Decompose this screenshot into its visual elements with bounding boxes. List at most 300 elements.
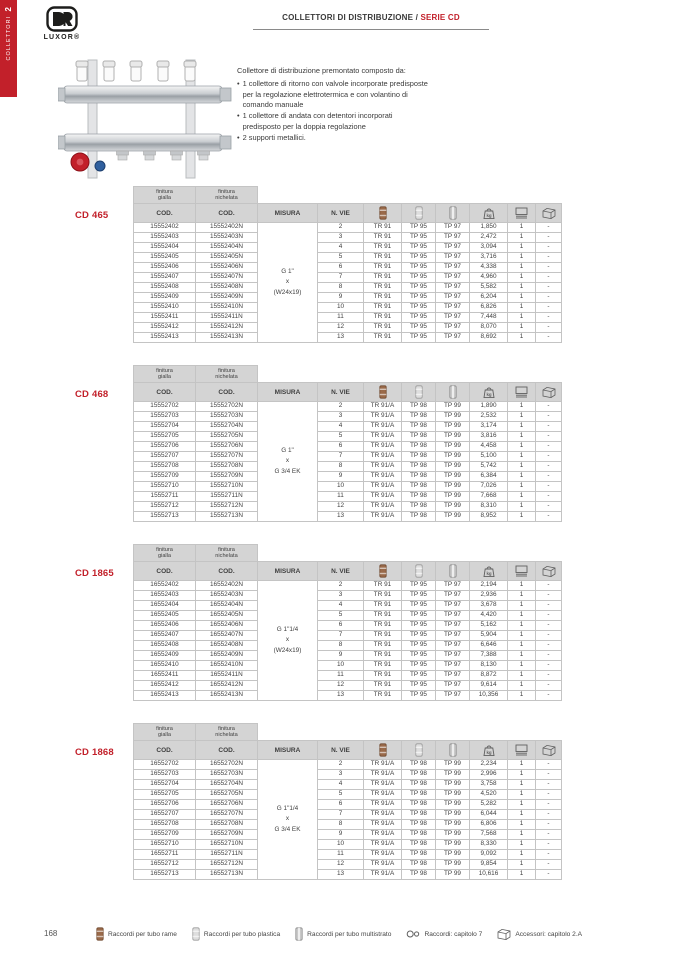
confezione-cell: 1 — [508, 422, 536, 432]
table-row — [134, 641, 562, 651]
raccordo-multistrato-icon — [449, 743, 457, 757]
imballo-cell: - — [536, 253, 562, 263]
peso-cell: 5,282 — [470, 800, 508, 810]
peso-cell: 4,420 — [470, 611, 508, 621]
raccordo-rame-icon — [379, 564, 387, 578]
cod-nichelata-cell: 16552402N — [196, 581, 258, 591]
table-block-cd-1868 — [75, 723, 562, 880]
finish-header-row — [134, 724, 562, 741]
table-row — [134, 512, 562, 522]
raccordo-plastica-cell: TP 98 — [402, 462, 436, 472]
peso-icon — [483, 207, 495, 220]
confezione-cell: 1 — [508, 651, 536, 661]
n-vie-cell: 4 — [318, 243, 364, 253]
cod-nichelata-cell: 16552706N — [196, 800, 258, 810]
n-vie-cell: 12 — [318, 502, 364, 512]
legend-item — [192, 927, 280, 941]
raccordo-multistrato-cell: TP 99 — [436, 760, 470, 770]
imballo-cell: - — [536, 482, 562, 492]
n-vie-cell: 10 — [318, 303, 364, 313]
confezione-cell: 1 — [508, 671, 536, 681]
cod-gialla-cell: 16552708 — [134, 820, 196, 830]
raccordo-multistrato-cell: TP 97 — [436, 621, 470, 631]
description-intro: Collettore di distribuzione premontato composto da: — [237, 66, 406, 75]
product-table — [133, 723, 562, 880]
raccordo-multistrato-cell: TP 97 — [436, 293, 470, 303]
raccordo-rame-cell: TR 91 — [364, 243, 402, 253]
raccordo-multistrato-cell: TP 97 — [436, 581, 470, 591]
raccordo-plastica-icon — [415, 206, 423, 220]
raccordo-multistrato-cell: TP 97 — [436, 641, 470, 651]
raccordo-multistrato-icon-header — [436, 383, 470, 402]
n-vie-cell: 10 — [318, 482, 364, 492]
raccordo-multistrato-cell: TP 99 — [436, 402, 470, 412]
raccordo-plastica-cell: TP 98 — [402, 492, 436, 502]
cod-gialla-cell: 16552412 — [134, 681, 196, 691]
n-vie-cell: 12 — [318, 860, 364, 870]
cod-nichelata-cell: 15552713N — [196, 512, 258, 522]
cod-gialla-cell: 16552403 — [134, 591, 196, 601]
imballo-cell: - — [536, 820, 562, 830]
raccordo-plastica-cell: TP 95 — [402, 651, 436, 661]
n-vie-cell: 9 — [318, 830, 364, 840]
peso-cell: 3,678 — [470, 601, 508, 611]
misura-header: MISURA — [258, 383, 318, 402]
legend-label: Raccordi: capitolo 7 — [424, 930, 483, 938]
raccordo-multistrato-cell: TP 97 — [436, 253, 470, 263]
confezione-cell: 1 — [508, 412, 536, 422]
peso-cell: 5,162 — [470, 621, 508, 631]
finish-header-row — [134, 545, 562, 562]
peso-cell: 5,100 — [470, 452, 508, 462]
confezione-cell: 1 — [508, 452, 536, 462]
raccordo-multistrato-cell: TP 99 — [436, 452, 470, 462]
peso-cell: 1,850 — [470, 223, 508, 233]
table-row — [134, 800, 562, 810]
imballo-icon — [542, 744, 556, 756]
confezione-cell: 1 — [508, 333, 536, 343]
cod-gialla-cell: 15552402 — [134, 223, 196, 233]
raccordo-rame-cell: TR 91 — [364, 681, 402, 691]
svg-text:kg: kg — [485, 212, 492, 218]
table-row — [134, 661, 562, 671]
cod-gialla-cell: 16552703 — [134, 770, 196, 780]
raccordo-rame-cell: TR 91/A — [364, 820, 402, 830]
table-block-cd-465 — [75, 186, 562, 343]
description-bullet — [237, 133, 431, 143]
cod-nichelata-cell: 15552412N — [196, 323, 258, 333]
n-vie-cell: 13 — [318, 512, 364, 522]
confezione-cell: 1 — [508, 661, 536, 671]
n-vie-cell: 6 — [318, 621, 364, 631]
raccordo-multistrato-cell: TP 97 — [436, 223, 470, 233]
peso-cell: 10,616 — [470, 870, 508, 880]
cod-gialla-cell: 15552404 — [134, 243, 196, 253]
raccordo-plastica-cell: TP 98 — [402, 830, 436, 840]
cod-nichelata-cell: 15552709N — [196, 472, 258, 482]
cod-gialla-cell: 15552403 — [134, 233, 196, 243]
cod-nichelata-cell: 16552407N — [196, 631, 258, 641]
table-row — [134, 462, 562, 472]
imballo-cell: - — [536, 323, 562, 333]
cod-nichelata-cell: 15552707N — [196, 452, 258, 462]
cod-nichelata-cell: 15552703N — [196, 412, 258, 422]
finish-header-row — [134, 187, 562, 204]
luxor-logo — [36, 6, 88, 41]
imballo-cell: - — [536, 641, 562, 651]
raccordo-rame-cell: TR 91/A — [364, 482, 402, 492]
imballo-cell: - — [536, 402, 562, 412]
legend-label: Raccordi per tubo rame — [108, 930, 177, 938]
page-title — [253, 13, 489, 30]
raccordo-rame-cell: TR 91/A — [364, 502, 402, 512]
imballo-cell: - — [536, 273, 562, 283]
imballo-icon-header — [536, 204, 562, 223]
confezione-icon-header — [508, 741, 536, 760]
imballo-cell: - — [536, 770, 562, 780]
n-vie-cell: 2 — [318, 402, 364, 412]
table-row — [134, 253, 562, 263]
peso-cell: 5,582 — [470, 283, 508, 293]
raccordo-multistrato-cell: TP 97 — [436, 631, 470, 641]
peso-cell: 4,520 — [470, 790, 508, 800]
header-spacer — [258, 545, 562, 562]
table-row — [134, 313, 562, 323]
confezione-cell: 1 — [508, 601, 536, 611]
peso-cell: 2,996 — [470, 770, 508, 780]
cod-gialla-header: COD. — [134, 562, 196, 581]
raccordo-rame-icon-header — [364, 204, 402, 223]
raccordo-rame-cell: TR 91/A — [364, 760, 402, 770]
raccordo-multistrato-cell: TP 97 — [436, 313, 470, 323]
peso-icon — [483, 565, 495, 578]
raccordo-multistrato-cell: TP 99 — [436, 442, 470, 452]
table-title: CD 1868 — [75, 747, 114, 758]
raccordo-multistrato-cell: TP 99 — [436, 432, 470, 442]
raccordo-plastica-cell: TP 95 — [402, 293, 436, 303]
table-title: CD 465 — [75, 210, 109, 221]
raccordo-rame-cell: TR 91/A — [364, 472, 402, 482]
cod-nichelata-cell: 15552710N — [196, 482, 258, 492]
peso-cell: 10,356 — [470, 691, 508, 701]
legend-label: Accessori: capitolo 2.A — [515, 930, 583, 938]
cod-nichelata-cell: 15552405N — [196, 253, 258, 263]
column-header-row — [134, 741, 562, 760]
peso-icon — [483, 744, 495, 757]
n-vie-cell: 8 — [318, 462, 364, 472]
capitolo7-icon — [406, 928, 420, 940]
header-spacer — [258, 187, 562, 204]
raccordo-multistrato-cell: TP 97 — [436, 243, 470, 253]
peso-cell: 8,330 — [470, 840, 508, 850]
peso-cell: 9,854 — [470, 860, 508, 870]
cod-nichelata-cell: 15552704N — [196, 422, 258, 432]
imballo-cell: - — [536, 840, 562, 850]
cod-nichelata-header: COD. — [196, 741, 258, 760]
n-vie-cell: 7 — [318, 273, 364, 283]
peso-cell: 6,204 — [470, 293, 508, 303]
series-label: SERIE CD — [420, 13, 460, 22]
n-vie-cell: 6 — [318, 442, 364, 452]
legend-item — [295, 927, 391, 941]
n-vie-cell: 7 — [318, 452, 364, 462]
peso-cell: 5,904 — [470, 631, 508, 641]
cod-nichelata-cell: 16552406N — [196, 621, 258, 631]
cod-nichelata-cell: 15552408N — [196, 283, 258, 293]
raccordo-plastica-cell: TP 98 — [402, 840, 436, 850]
cod-gialla-cell: 15552713 — [134, 512, 196, 522]
imballo-cell: - — [536, 303, 562, 313]
cod-gialla-cell: 15552712 — [134, 502, 196, 512]
raccordo-rame-icon-header — [364, 562, 402, 581]
cod-gialla-cell: 16552705 — [134, 790, 196, 800]
table-row — [134, 870, 562, 880]
imballo-cell: - — [536, 651, 562, 661]
confezione-cell: 1 — [508, 253, 536, 263]
raccordo-rame-cell: TR 91 — [364, 641, 402, 651]
peso-cell: 2,532 — [470, 412, 508, 422]
raccordo-rame-cell: TR 91/A — [364, 452, 402, 462]
confezione-icon — [515, 386, 528, 398]
confezione-cell: 1 — [508, 681, 536, 691]
raccordo-multistrato-icon — [295, 927, 303, 941]
legend-label: Raccordi per tubo plastica — [203, 930, 281, 938]
raccordo-plastica-icon-header — [402, 562, 436, 581]
peso-cell: 8,070 — [470, 323, 508, 333]
finish-header-row — [134, 366, 562, 383]
raccordo-plastica-cell: TP 95 — [402, 323, 436, 333]
cod-gialla-cell: 15552709 — [134, 472, 196, 482]
table-block-cd-1865 — [75, 544, 562, 701]
svg-text:kg: kg — [485, 391, 492, 397]
cod-gialla-cell: 15552708 — [134, 462, 196, 472]
table-row — [134, 492, 562, 502]
raccordo-plastica-icon — [415, 385, 423, 399]
misura-header: MISURA — [258, 741, 318, 760]
raccordo-multistrato-icon — [449, 385, 457, 399]
cod-gialla-cell: 15552711 — [134, 492, 196, 502]
cod-nichelata-header: COD. — [196, 204, 258, 223]
imballo-cell: - — [536, 691, 562, 701]
peso-cell: 6,646 — [470, 641, 508, 651]
raccordo-rame-cell: TR 91 — [364, 293, 402, 303]
imballo-cell: - — [536, 412, 562, 422]
luxor-logo-icon — [46, 6, 78, 32]
raccordo-multistrato-cell: TP 97 — [436, 283, 470, 293]
imballo-icon — [497, 928, 511, 940]
confezione-icon — [515, 744, 528, 756]
raccordo-rame-cell: TR 91/A — [364, 412, 402, 422]
n-vie-header: N. VIE — [318, 562, 364, 581]
table-row — [134, 810, 562, 820]
cod-gialla-cell: 15552703 — [134, 412, 196, 422]
raccordo-rame-cell: TR 91/A — [364, 770, 402, 780]
n-vie-cell: 3 — [318, 233, 364, 243]
imballo-cell: - — [536, 661, 562, 671]
confezione-cell: 1 — [508, 492, 536, 502]
raccordo-plastica-icon — [415, 743, 423, 757]
confezione-cell: 1 — [508, 243, 536, 253]
cod-gialla-cell: 16552404 — [134, 601, 196, 611]
confezione-cell: 1 — [508, 760, 536, 770]
table-row — [134, 263, 562, 273]
raccordo-plastica-cell: TP 98 — [402, 870, 436, 880]
table-row — [134, 601, 562, 611]
table-row — [134, 333, 562, 343]
cod-nichelata-cell: 16552703N — [196, 770, 258, 780]
raccordo-multistrato-icon — [449, 206, 457, 220]
raccordo-multistrato-cell: TP 97 — [436, 591, 470, 601]
raccordo-multistrato-cell: TP 97 — [436, 671, 470, 681]
cod-nichelata-cell: 15552410N — [196, 303, 258, 313]
confezione-cell: 1 — [508, 273, 536, 283]
cod-gialla-cell: 16552710 — [134, 840, 196, 850]
raccordo-rame-cell: TR 91 — [364, 581, 402, 591]
cod-nichelata-cell: 16552403N — [196, 591, 258, 601]
cod-nichelata-cell: 16552710N — [196, 840, 258, 850]
cod-nichelata-cell: 15552409N — [196, 293, 258, 303]
raccordo-rame-cell: TR 91/A — [364, 830, 402, 840]
legend — [96, 920, 582, 948]
raccordo-plastica-cell: TP 95 — [402, 303, 436, 313]
raccordo-plastica-icon-header — [402, 204, 436, 223]
confezione-cell: 1 — [508, 621, 536, 631]
imballo-cell: - — [536, 293, 562, 303]
raccordo-multistrato-cell: TP 97 — [436, 611, 470, 621]
cod-nichelata-cell: 15552404N — [196, 243, 258, 253]
cod-gialla-cell: 15552705 — [134, 432, 196, 442]
raccordo-plastica-cell: TP 98 — [402, 770, 436, 780]
raccordo-plastica-cell: TP 98 — [402, 402, 436, 412]
raccordo-plastica-cell: TP 98 — [402, 810, 436, 820]
misura-header: MISURA — [258, 562, 318, 581]
raccordo-plastica-cell: TP 95 — [402, 671, 436, 681]
cod-gialla-cell: 16552406 — [134, 621, 196, 631]
raccordo-multistrato-cell: TP 97 — [436, 233, 470, 243]
description-bullets — [237, 79, 431, 143]
cod-nichelata-cell: 16552412N — [196, 681, 258, 691]
table-row — [134, 502, 562, 512]
cod-gialla-cell: 16552702 — [134, 760, 196, 770]
imballo-icon — [542, 386, 556, 398]
confezione-cell: 1 — [508, 581, 536, 591]
raccordo-multistrato-cell: TP 97 — [436, 661, 470, 671]
n-vie-cell: 13 — [318, 870, 364, 880]
cod-gialla-cell: 15552408 — [134, 283, 196, 293]
raccordo-multistrato-icon-header — [436, 741, 470, 760]
cod-nichelata-cell: 16552410N — [196, 661, 258, 671]
n-vie-cell: 4 — [318, 422, 364, 432]
cod-gialla-cell: 16552709 — [134, 830, 196, 840]
peso-cell: 7,668 — [470, 492, 508, 502]
confezione-cell: 1 — [508, 323, 536, 333]
raccordo-multistrato-cell: TP 99 — [436, 820, 470, 830]
finitura-nichelata-header: finitura nichelata — [196, 724, 258, 741]
peso-cell: 6,806 — [470, 820, 508, 830]
cod-gialla-cell: 16552711 — [134, 850, 196, 860]
imballo-cell: - — [536, 422, 562, 432]
header-spacer — [258, 724, 562, 741]
column-header-row — [134, 562, 562, 581]
imballo-cell: - — [536, 581, 562, 591]
table-row — [134, 820, 562, 830]
raccordo-multistrato-cell: TP 99 — [436, 482, 470, 492]
confezione-cell: 1 — [508, 870, 536, 880]
raccordo-multistrato-cell: TP 97 — [436, 601, 470, 611]
bullet-text: 2 supporti metallici. — [242, 133, 306, 143]
column-header-row — [134, 383, 562, 402]
confezione-cell: 1 — [508, 263, 536, 273]
confezione-cell: 1 — [508, 780, 536, 790]
raccordo-plastica-cell: TP 95 — [402, 223, 436, 233]
raccordo-plastica-cell: TP 95 — [402, 591, 436, 601]
imballo-cell: - — [536, 492, 562, 502]
misura-cell: G 1" x (W24x19) — [258, 223, 318, 343]
raccordo-multistrato-cell: TP 99 — [436, 412, 470, 422]
cod-nichelata-cell: 15552402N — [196, 223, 258, 233]
cod-nichelata-header: COD. — [196, 562, 258, 581]
imballo-cell: - — [536, 223, 562, 233]
confezione-cell: 1 — [508, 860, 536, 870]
raccordo-multistrato-cell: TP 97 — [436, 333, 470, 343]
cod-gialla-cell: 15552405 — [134, 253, 196, 263]
confezione-cell: 1 — [508, 770, 536, 780]
cod-nichelata-cell: 15552711N — [196, 492, 258, 502]
raccordo-plastica-cell: TP 95 — [402, 601, 436, 611]
cod-gialla-cell: 15552702 — [134, 402, 196, 412]
raccordo-plastica-icon-header — [402, 741, 436, 760]
confezione-icon-header — [508, 383, 536, 402]
finitura-gialla-header: finitura gialla — [134, 366, 196, 383]
n-vie-cell: 11 — [318, 313, 364, 323]
raccordo-rame-cell: TR 91 — [364, 671, 402, 681]
cod-nichelata-cell: 15552712N — [196, 502, 258, 512]
raccordo-rame-cell: TR 91 — [364, 263, 402, 273]
n-vie-cell: 7 — [318, 631, 364, 641]
legend-item — [406, 928, 482, 940]
raccordo-plastica-cell: TP 98 — [402, 412, 436, 422]
peso-cell: 2,194 — [470, 581, 508, 591]
cod-nichelata-cell: 16552408N — [196, 641, 258, 651]
raccordo-plastica-cell: TP 95 — [402, 233, 436, 243]
raccordo-multistrato-icon — [449, 564, 457, 578]
page-title-text: COLLETTORI DI DISTRIBUZIONE / — [282, 13, 421, 22]
cod-gialla-cell: 15552409 — [134, 293, 196, 303]
imballo-cell: - — [536, 800, 562, 810]
table-row — [134, 303, 562, 313]
imballo-cell: - — [536, 442, 562, 452]
peso-cell: 2,234 — [470, 760, 508, 770]
imballo-icon — [542, 565, 556, 577]
finitura-gialla-header: finitura gialla — [134, 545, 196, 562]
raccordo-rame-cell: TR 91/A — [364, 780, 402, 790]
n-vie-cell: 7 — [318, 810, 364, 820]
imballo-cell: - — [536, 243, 562, 253]
imballo-cell: - — [536, 432, 562, 442]
raccordo-rame-cell: TR 91 — [364, 303, 402, 313]
table-row — [134, 442, 562, 452]
finitura-gialla-header: finitura gialla — [134, 187, 196, 204]
raccordo-rame-cell: TR 91/A — [364, 402, 402, 412]
n-vie-header: N. VIE — [318, 383, 364, 402]
misura-header: MISURA — [258, 204, 318, 223]
cod-gialla-cell: 16552713 — [134, 870, 196, 880]
imballo-icon-header — [536, 383, 562, 402]
raccordo-plastica-cell: TP 98 — [402, 790, 436, 800]
raccordo-plastica-cell: TP 98 — [402, 452, 436, 462]
cod-nichelata-cell: 16552702N — [196, 760, 258, 770]
table-row — [134, 432, 562, 442]
